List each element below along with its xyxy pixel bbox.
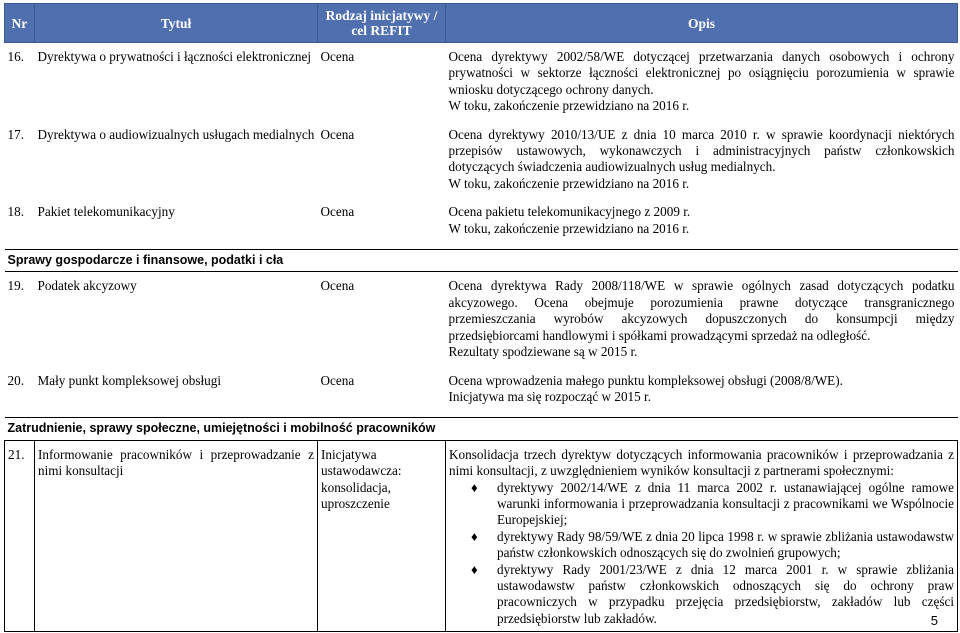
row-title: Podatek akcyzowy — [37, 278, 137, 294]
list-item: ♦ dyrektywy Rady 98/59/WE z dnia 20 lipca 1998 r. w sprawie zbliżania ustawodawstw państw członkowskich odnoszących się do zwolnień grupowych; — [471, 528, 954, 561]
refit-table — [4, 3, 958, 632]
page-number: 5 — [930, 613, 938, 628]
row-type: Ocena — [320, 278, 355, 294]
section-heading: Sprawy gospodarcze i finansowe, podatki i cła — [5, 250, 958, 272]
header-title: Tytuł — [35, 4, 318, 43]
list-item: ♦ dyrektywy 2002/14/WE z dnia 11 marca 2002 r. ustanawiającej ogólne ramowe warunki informowania i przeprowadzania konsultacji z pracownikami we Wspólnocie Europejskiej; — [471, 479, 954, 528]
description-text: Ocena wprowadzenia małego punktu kompleksowej obsługi (2008/8/WE). — [448, 372, 843, 388]
row-number: 20. — [7, 372, 24, 388]
row-title: Informowanie pracowników i przeprowadzanie z nimi konsultacji — [35, 440, 318, 631]
row-description — [446, 43, 958, 127]
row-type: Ocena — [320, 126, 355, 142]
directive-list — [449, 480, 954, 628]
table-row — [5, 43, 958, 127]
row-type: Ocena — [320, 49, 355, 64]
document-page — [4, 3, 957, 632]
status-text: Inicjatywa ma się rozpocząć w 2015 r. — [448, 388, 651, 404]
status-text: W toku, zakończenie przewidziano na 2016 r. — [448, 98, 690, 114]
diamond-bullet-icon: ♦ — [471, 528, 478, 544]
table-row — [5, 373, 958, 418]
header-description: Opis — [446, 4, 958, 43]
row-title: Mały punkt kompleksowej obsługi — [37, 372, 222, 388]
row-number: 16. — [7, 49, 24, 64]
row-title: Dyrektywa o audiowizualnych usługach medialnych — [37, 126, 315, 142]
description-text: Ocena dyrektywa Rady 2008/118/WE w sprawie ogólnych zasad dotyczących podatku akcyzowego. Ocena obejmuje porozumienia prawne dotyczące transgranicznego przemieszczania wyrobów akcyzowych dopuszczonych do konsumpcji między przedsiębiorcami handlowymi i spółkami prowadzącymi sprzedaż na odległość. — [448, 278, 955, 343]
header-initiative-type: Rodzaj inicjatywy / cel REFIT — [318, 4, 446, 43]
row-description — [446, 272, 958, 373]
row-title: Pakiet telekomunikacyjny — [37, 204, 175, 220]
row-type: Inicjatywa ustawodawcza: konsolidacja, uproszczenie — [318, 440, 446, 631]
description-text: Ocena pakietu telekomunikacyjnego z 2009 r. — [448, 204, 691, 220]
diamond-bullet-icon: ♦ — [471, 561, 478, 577]
description-text: Konsolidacja trzech dyrektyw dotyczących informowania pracowników i przeprowadzania z nimi konsultacji, z uwzględnieniem wyników konsultacji z partnerami społecznymi: — [449, 446, 954, 479]
diamond-bullet-icon: ♦ — [471, 479, 478, 495]
table-row — [5, 127, 958, 205]
row-number: 21. — [5, 440, 35, 631]
row-title: Dyrektywa o prywatności i łączności elektronicznej — [37, 49, 312, 64]
row-type: Ocena — [320, 372, 355, 388]
row-description — [446, 373, 958, 418]
table-row — [5, 204, 958, 249]
status-text: Rezultaty spodziewane są w 2015 r. — [448, 344, 638, 360]
section-row — [5, 250, 958, 272]
table-header-row — [5, 4, 958, 43]
status-text: W toku, zakończenie przewidziano na 2016 r. — [448, 175, 690, 191]
row-number: 18. — [7, 204, 24, 220]
row-description — [446, 440, 958, 631]
status-text: W toku, zakończenie przewidziano na 2016 r. — [448, 220, 690, 236]
list-item: ♦ dyrektywy Rady 2001/23/WE z dnia 12 marca 2001 r. w sprawie zbliżania ustawodawstw państw członkowskich odnoszących się do ochrony praw pracowniczych w przypadku przejęcia przedsiębiorstw, zakładów lub części przedsiębiorstw lub zakładów. — [471, 561, 954, 626]
section-heading: Zatrudnienie, sprawy społeczne, umiejętności i mobilność pracowników — [5, 418, 958, 440]
table-row — [5, 272, 958, 373]
description-text: Ocena dyrektywy 2010/13/UE z dnia 10 marca 2010 r. w sprawie koordynacji niektórych przepisów ustawowych, wykonawczych i administracyjnych państw członkowskich dotyczących świadczenia audiowizualnych usług medialnych. — [448, 126, 955, 175]
row-number: 19. — [7, 278, 24, 294]
row-description — [446, 204, 958, 249]
row-number: 17. — [7, 126, 24, 142]
header-nr: Nr — [5, 4, 35, 43]
description-text: Ocena dyrektywy 2002/58/WE dotyczącej przetwarzania danych osobowych i ochrony prywatności w sektorze łączności elektronicznej po osiągnięciu porozumienia w sprawie wniosku dotyczącego ochrony danych. — [448, 49, 955, 97]
row-description — [446, 127, 958, 205]
row-type: Ocena — [320, 204, 355, 220]
section-row — [5, 418, 958, 440]
table-row — [5, 440, 958, 631]
